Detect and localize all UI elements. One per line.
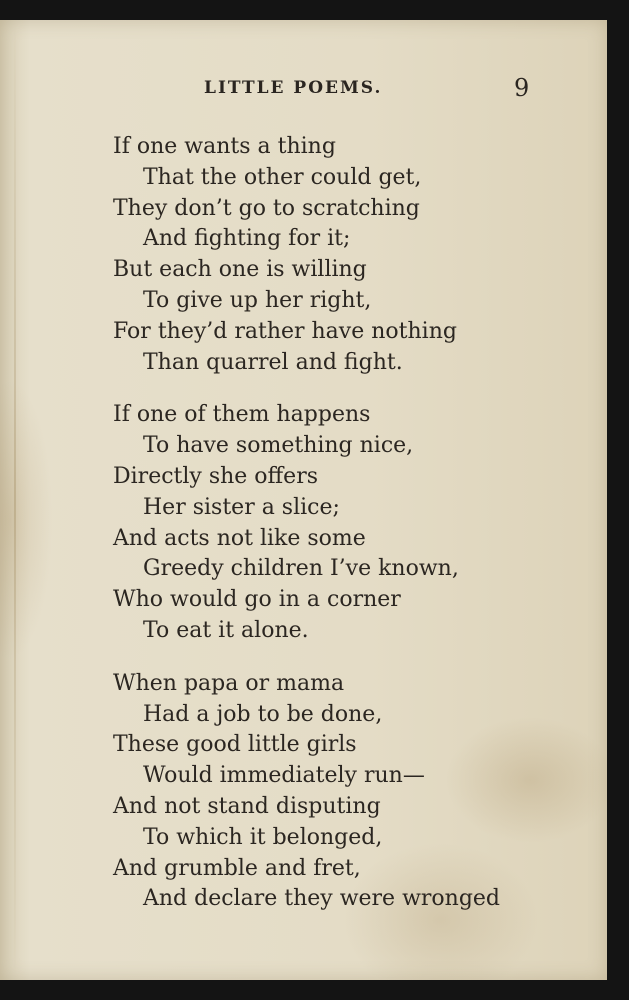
stanza-2 [113, 400, 593, 646]
page-number: 9 [514, 74, 530, 102]
poem-line: And declare they were wronged [143, 886, 501, 912]
poem-line: That the other could get, [143, 164, 422, 190]
poem-line: To give up her right, [143, 287, 372, 313]
binding-gutter [14, 20, 16, 980]
poem-line: But each one is willing [113, 257, 367, 283]
stanza-3 [113, 669, 593, 915]
poem-line: To which it belonged, [143, 824, 383, 850]
poem-line: Would immediately run— [143, 763, 425, 789]
poem-line: For they’d rather have nothing [113, 318, 457, 344]
poem-line: If one wants a thing [113, 134, 336, 159]
poem-line: They don’t go to scratching [113, 195, 420, 221]
poem-line: Her sister a slice; [143, 494, 340, 520]
poem-line: Had a job to be done, [143, 701, 383, 727]
poem-line: If one of them happens [113, 402, 371, 428]
poem-line: Than quarrel and fight. [143, 349, 403, 375]
poem-line: And fighting for it; [143, 226, 351, 252]
poem-line: Greedy children I’ve known, [143, 556, 459, 582]
poem-line: When papa or mama [113, 670, 345, 696]
paper-page [0, 20, 607, 980]
stanza-1 [113, 132, 593, 378]
poem-line: And not stand disputing [113, 793, 381, 819]
poem-line: These good little girls [113, 732, 357, 758]
page-header [0, 74, 607, 108]
poem-line: And acts not like some [113, 525, 366, 551]
running-title: LITTLE POEMS. [204, 78, 383, 98]
poem-line: To eat it alone. [143, 617, 309, 643]
poem-line: And grumble and fret, [113, 855, 361, 881]
poem-line: Directly she offers [113, 463, 319, 489]
poem-text [113, 132, 593, 937]
poem-line: Who would go in a corner [113, 587, 401, 613]
poem-line: To have something nice, [143, 433, 414, 459]
